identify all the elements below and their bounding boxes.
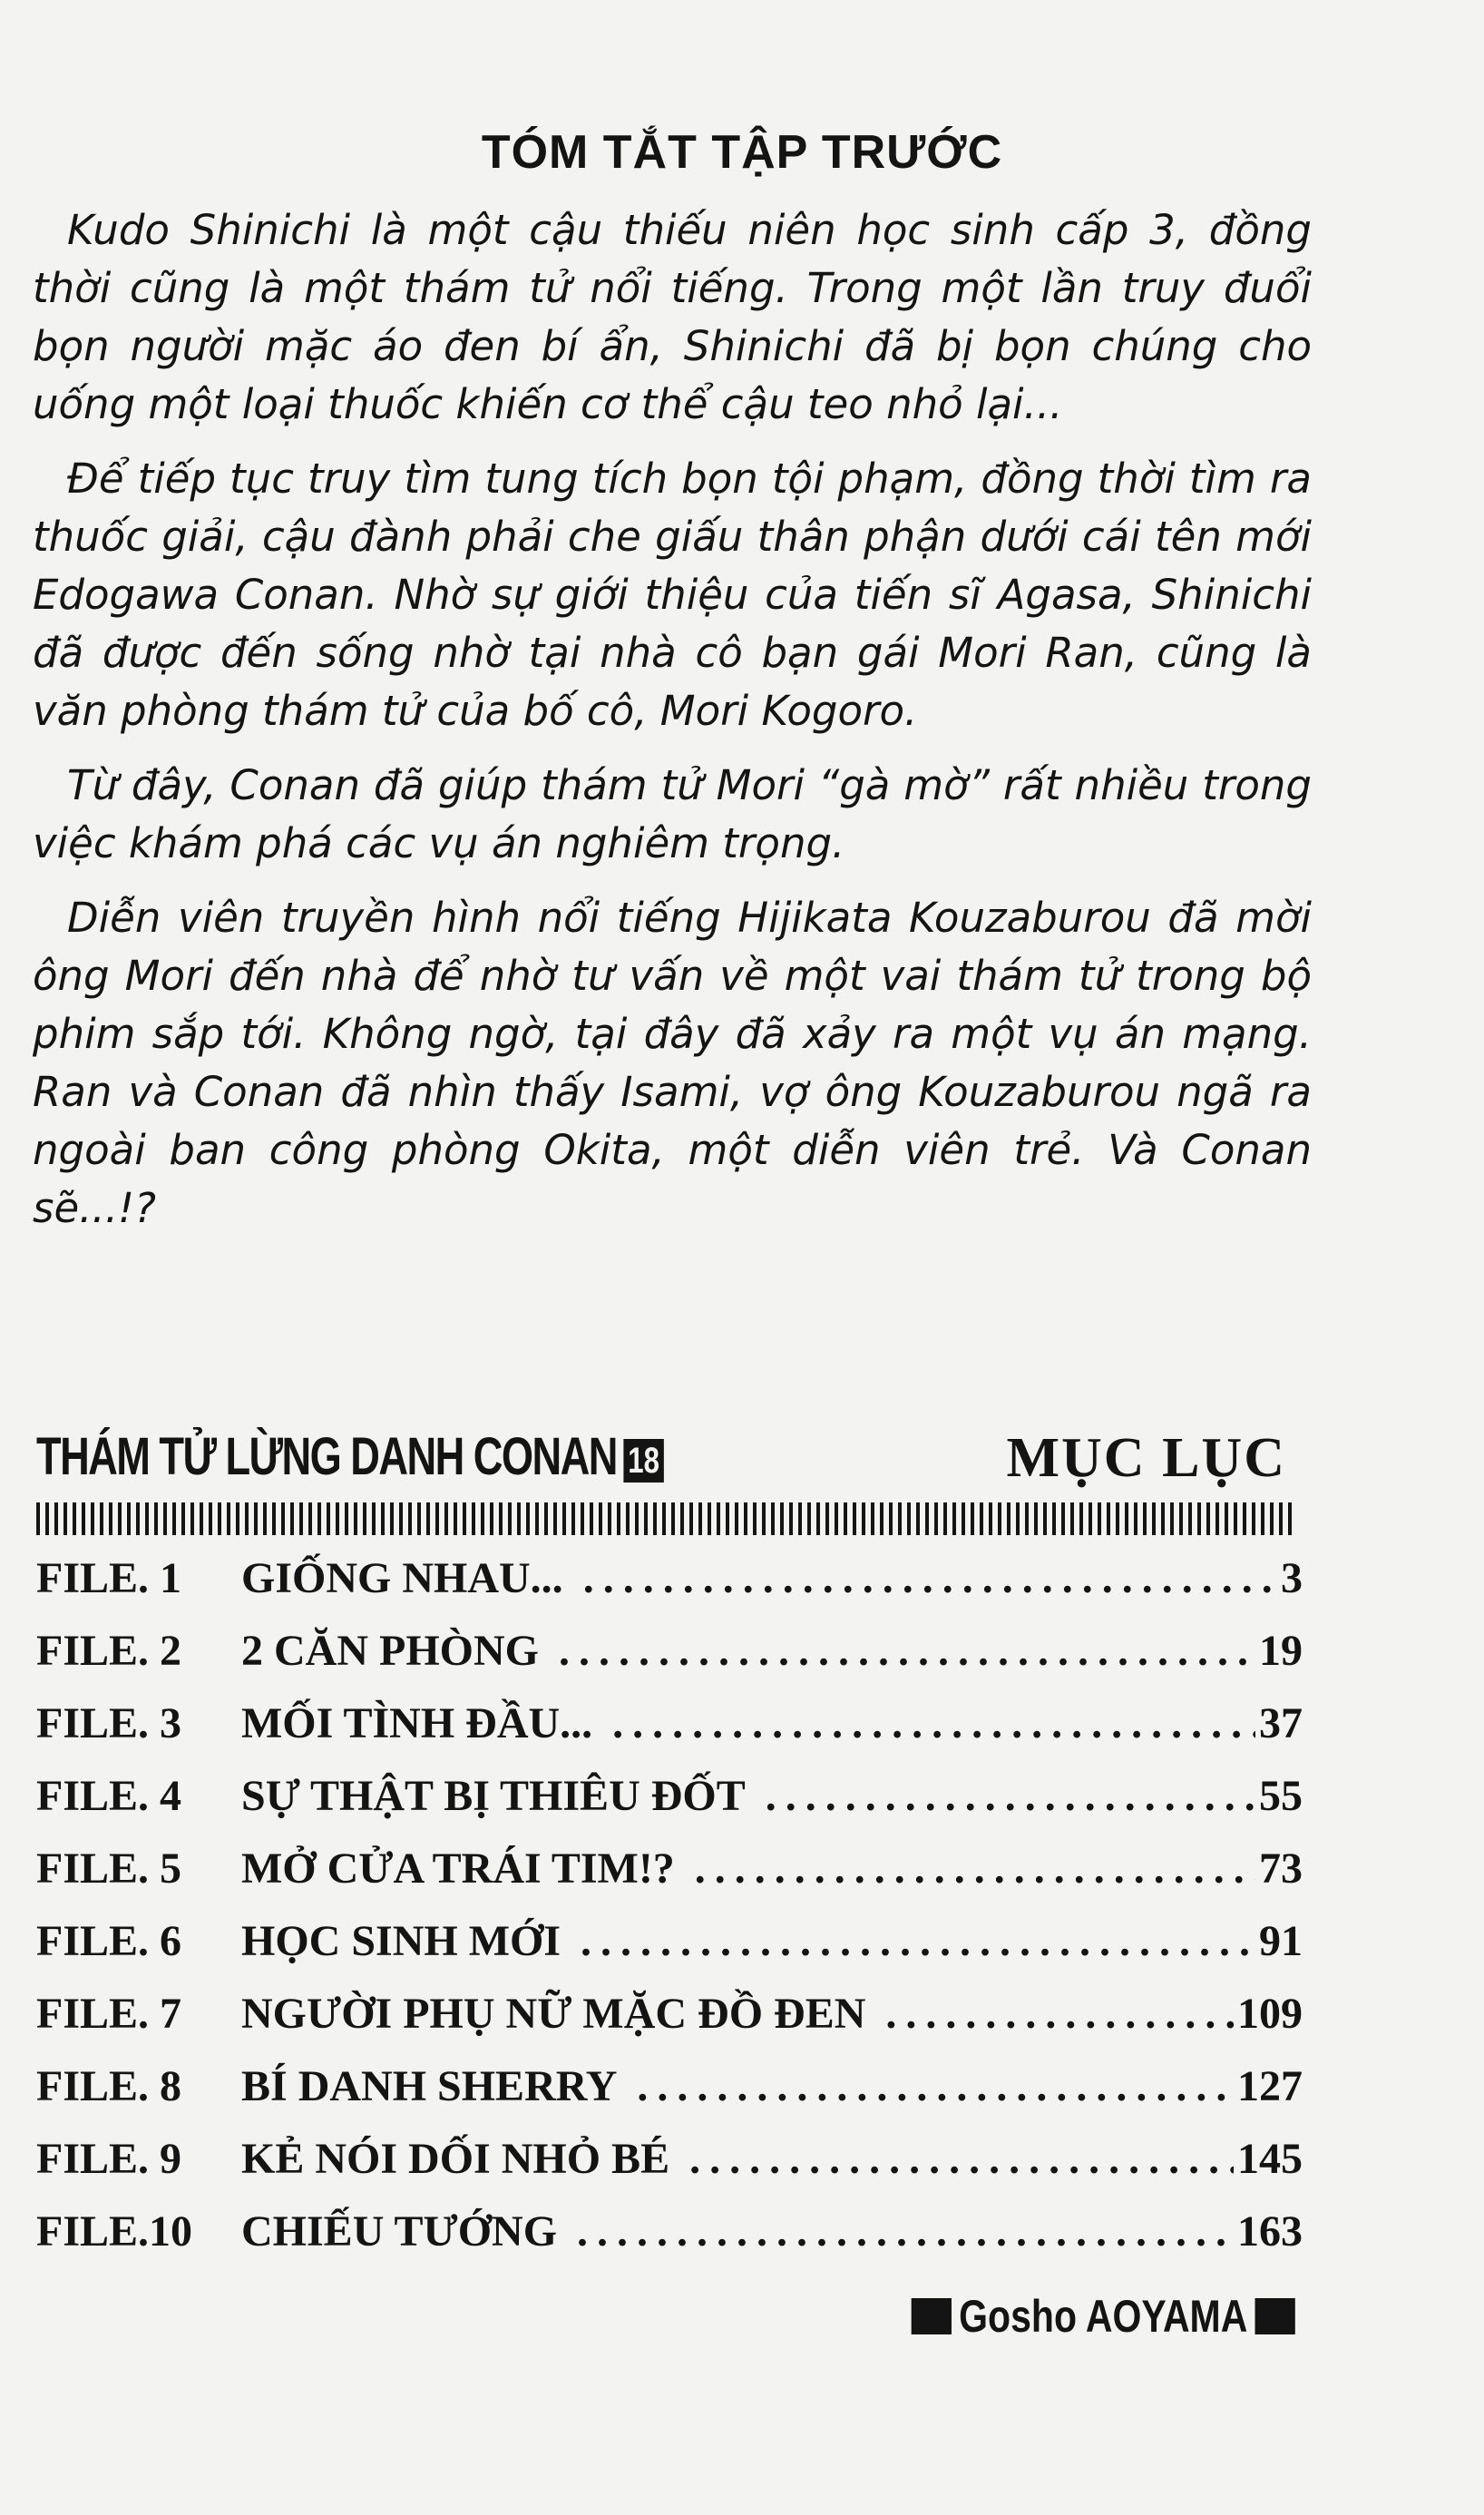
toc-chapter-title: CHIẾU TƯỚNG bbox=[241, 2207, 558, 2256]
toc-chapter-title: HỌC SINH MỚI bbox=[241, 1917, 561, 1965]
toc-leader-dots bbox=[637, 2061, 1234, 2111]
toc-leader-dots bbox=[559, 1626, 1255, 1676]
toc-chapter-title: MỐI TÌNH ĐẦU... bbox=[241, 1699, 593, 1747]
toc-file-number: FILE. 5 bbox=[36, 1845, 182, 1893]
series-title-text: THÁM TỬ LỪNG DANH CONAN bbox=[36, 1427, 617, 1486]
summary-paragraph: Kudo Shinichi là một cậu thiếu niên học sinh cấp 3, đồng thời cũng là một thám tử nổi tiếng. Trong một lần truy đuổi bọn người mặc áo đen bí ẩn, Shinichi đã bị bọn chúng cho uống một loại thuốc khiến cơ thể cậu teo nhỏ lại... bbox=[33, 206, 1312, 428]
toc-entry[interactable] bbox=[36, 1989, 1303, 2061]
toc-entry[interactable] bbox=[36, 1916, 1303, 1989]
table-of-contents bbox=[36, 1553, 1303, 2279]
toc-chapter-title: GIỐNG NHAU... bbox=[241, 1554, 563, 1602]
toc-file-number: FILE. 2 bbox=[36, 1627, 182, 1675]
toc-chapter-title: 2 CĂN PHÒNG bbox=[241, 1627, 539, 1675]
toc-entry[interactable] bbox=[36, 2061, 1303, 2134]
summary-title: TÓM TẮT TẬP TRƯỚC bbox=[481, 126, 1003, 179]
toc-leader-dots bbox=[695, 1844, 1255, 1894]
author-right-block bbox=[1255, 2298, 1295, 2334]
toc-entry[interactable] bbox=[36, 1626, 1303, 1698]
toc-chapter-title: KẺ NÓI DỐI NHỎ BÉ bbox=[241, 2135, 670, 2183]
toc-leader-dots bbox=[689, 2134, 1234, 2184]
toc-chapter-title: BÍ DANH SHERRY bbox=[241, 2062, 618, 2110]
toc-entry[interactable] bbox=[36, 2134, 1303, 2207]
author-credit bbox=[903, 2290, 1303, 2343]
toc-chapter-title: MỞ CỬA TRÁI TIM!? bbox=[241, 1845, 675, 1893]
toc-entry[interactable] bbox=[36, 1553, 1303, 1626]
toc-leader-dots bbox=[577, 2207, 1234, 2256]
toc-page-number: 37 bbox=[1259, 1699, 1303, 1747]
decorative-rule bbox=[36, 1502, 1295, 1535]
toc-leader-dots bbox=[885, 1989, 1234, 2039]
toc-file-number: FILE. 4 bbox=[36, 1772, 182, 1820]
toc-file-number: FILE. 7 bbox=[36, 1990, 182, 2038]
volume-badge: 18 bbox=[624, 1439, 664, 1483]
toc-file-number: FILE. 9 bbox=[36, 2135, 182, 2183]
toc-file-number: FILE. 6 bbox=[36, 1917, 182, 1965]
toc-chapter-title: NGƯỜI PHỤ NỮ MẶC ĐỒ ĐEN bbox=[241, 1990, 866, 2038]
toc-page-number: 91 bbox=[1259, 1917, 1303, 1965]
toc-chapter-title: SỰ THẬT BỊ THIÊU ĐỐT bbox=[241, 1772, 746, 1820]
toc-entry[interactable] bbox=[36, 2207, 1303, 2279]
toc-leader-dots bbox=[766, 1771, 1255, 1821]
summary-paragraph: Để tiếp tục truy tìm tung tích bọn tội phạm, đồng thời tìm ra thuốc giải, cậu đành phải che giấu thân phận dưới cái tên mới Edogawa Conan. Nhờ sự giới thiệu của tiến sĩ Agasa, Shinichi đã được đến sống nhờ tại nhà cô bạn gái Mori Ran, cũng là văn phòng thám tử của bố cô, Mori Kogoro. bbox=[33, 455, 1312, 735]
author-name: Gosho AOYAMA bbox=[959, 2291, 1248, 2342]
toc-page-number: 163 bbox=[1237, 2207, 1303, 2256]
toc-entry[interactable] bbox=[36, 1698, 1303, 1771]
toc-page-number: 55 bbox=[1259, 1772, 1303, 1820]
toc-entry[interactable] bbox=[36, 1844, 1303, 1916]
toc-page-number: 19 bbox=[1259, 1627, 1303, 1675]
summary-paragraph: Diễn viên truyền hình nổi tiếng Hijikata Kouzaburou đã mời ông Mori đến nhà để nhờ tư vấn về một vai thám tử trong bộ phim sắp tới. Không ngờ, tại đây đã xảy ra một vụ án mạng. Ran và Conan đã nhìn thấy Isami, vợ ông Kouzaburou ngã ra ngoài ban công phòng Okita, một diễn viên trẻ. Và Conan sẽ...!? bbox=[33, 894, 1312, 1232]
toc-file-number: FILE. 1 bbox=[36, 1554, 182, 1602]
summary-text bbox=[33, 201, 1312, 1254]
toc-file-number: FILE. 3 bbox=[36, 1699, 182, 1747]
toc-page-number: 109 bbox=[1237, 1990, 1303, 2038]
contents-heading: MỤC LỤC bbox=[1006, 1427, 1286, 1489]
toc-page-number: 3 bbox=[1281, 1554, 1303, 1602]
toc-file-number: FILE.10 bbox=[36, 2207, 193, 2256]
toc-page-number: 145 bbox=[1237, 2135, 1303, 2183]
toc-entry[interactable] bbox=[36, 1771, 1303, 1844]
toc-page-number: 127 bbox=[1237, 2062, 1303, 2110]
toc-leader-dots bbox=[583, 1553, 1277, 1603]
series-title bbox=[36, 1426, 664, 1487]
summary-paragraph: Từ đây, Conan đã giúp thám tử Mori “gà mờ” rất nhiều trong việc khám phá các vụ án nghiêm trọng. bbox=[33, 761, 1312, 867]
toc-leader-dots bbox=[612, 1698, 1255, 1748]
author-left-block bbox=[912, 2298, 952, 2334]
toc-leader-dots bbox=[581, 1916, 1255, 1966]
toc-page-number: 73 bbox=[1259, 1845, 1303, 1893]
toc-file-number: FILE. 8 bbox=[36, 2062, 182, 2110]
